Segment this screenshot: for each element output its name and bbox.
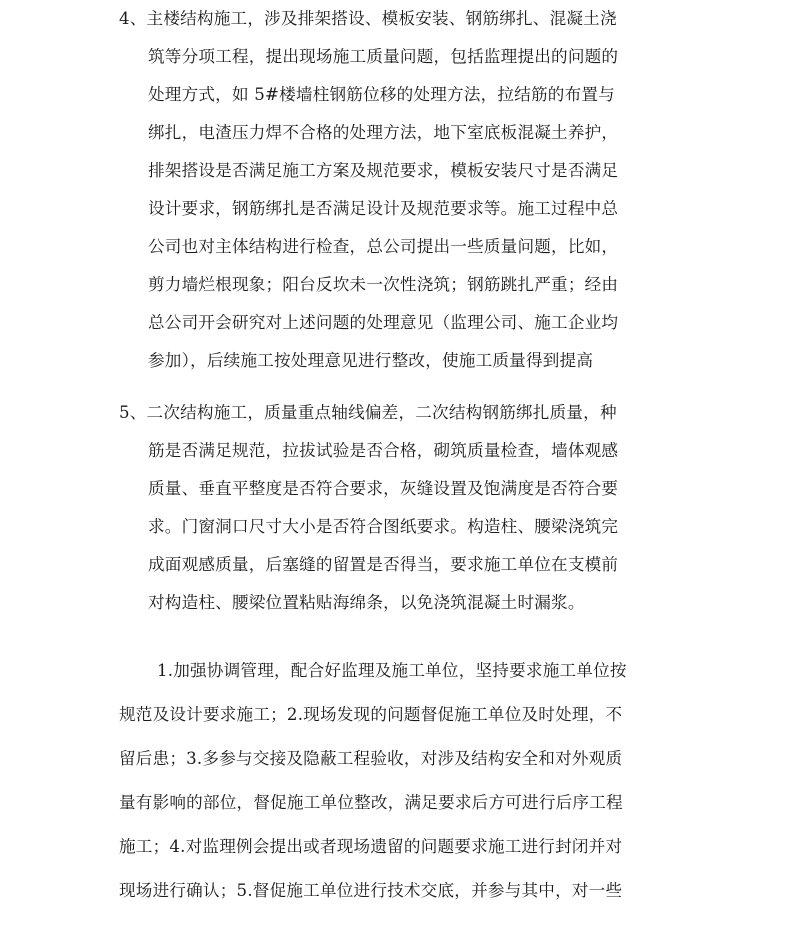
measures-line-4: 量有影响的部位，督促施工单位整改，满足要求后方可进行后序工程 <box>119 793 623 812</box>
item5-line-3: 质量、垂直平整度是否符合要求，灰缝设置及饱满度是否符合要 <box>148 479 619 498</box>
item5-line-2: 筋是否满足规范，拉拔试验是否合格，砌筑质量检查，墙体观感 <box>148 441 619 460</box>
item5-line-5: 成面观感质量，后塞缝的留置是否得当，要求施工单位在支模前 <box>148 555 619 574</box>
item5-line-6: 对构造柱、腰梁位置粘贴海绵条，以免浇筑混凝土时漏浆。 <box>148 593 585 612</box>
item4-line-9: 总公司开会研究对上述问题的处理意见（监理公司、施工企业均 <box>148 313 619 332</box>
measures-line-2: 规范及设计要求施工；2.现场发现的问题督促施工单位及时处理，不 <box>119 705 623 724</box>
measures-line-3: 留后患；3.多参与交接及隐蔽工程验收，对涉及结构安全和对外观质 <box>119 749 623 768</box>
item5-line-4: 求。门窗洞口尺寸大小是否符合图纸要求。构造柱、腰梁浇筑完 <box>148 517 619 536</box>
measures-line-1: 1.加强协调管理，配合好监理及施工单位，坚持要求施工单位按 <box>157 661 627 680</box>
item4-line-7: 公司也对主体结构进行检查，总公司提出一些质量问题，比如， <box>148 237 619 256</box>
item4-line-8: 剪力墙烂根现象；阳台反坎未一次性浇筑；钢筋跳扎严重；经由 <box>148 275 619 294</box>
item4-line-4: 绑扎，电渣压力焊不合格的处理方法，地下室底板混凝土养护， <box>148 123 619 142</box>
measures-line-5: 施工；4.对监理例会提出或者现场遗留的问题要求施工进行封闭并对 <box>119 837 623 856</box>
item4-line-3: 处理方式，如 5#楼墙柱钢筋位移的处理方法，拉结筋的布置与 <box>148 85 615 104</box>
measures-line-6: 现场进行确认；5.督促施工单位进行技术交底，并参与其中，对一些 <box>119 881 623 900</box>
item5-line-1: 5、二次结构施工，质量重点轴线偏差，二次结构钢筋绑扎质量，种 <box>119 403 617 422</box>
item4-line-10: 参加），后续施工按处理意见进行整改，使施工质量得到提高 <box>148 351 594 370</box>
item4-line-2: 筑等分项工程，提出现场施工质量问题，包括监理提出的问题的 <box>148 47 619 66</box>
item4-line-6: 设计要求，钢筋绑扎是否满足设计及规范要求等。施工过程中总 <box>148 199 619 218</box>
item4-line-1: 4、主楼结构施工，涉及排架搭设、模板安装、钢筋绑扎、混凝土浇 <box>119 9 617 28</box>
item4-line-5: 排架搭设是否满足施工方案及规范要求，模板安装尺寸是否满足 <box>148 161 619 180</box>
